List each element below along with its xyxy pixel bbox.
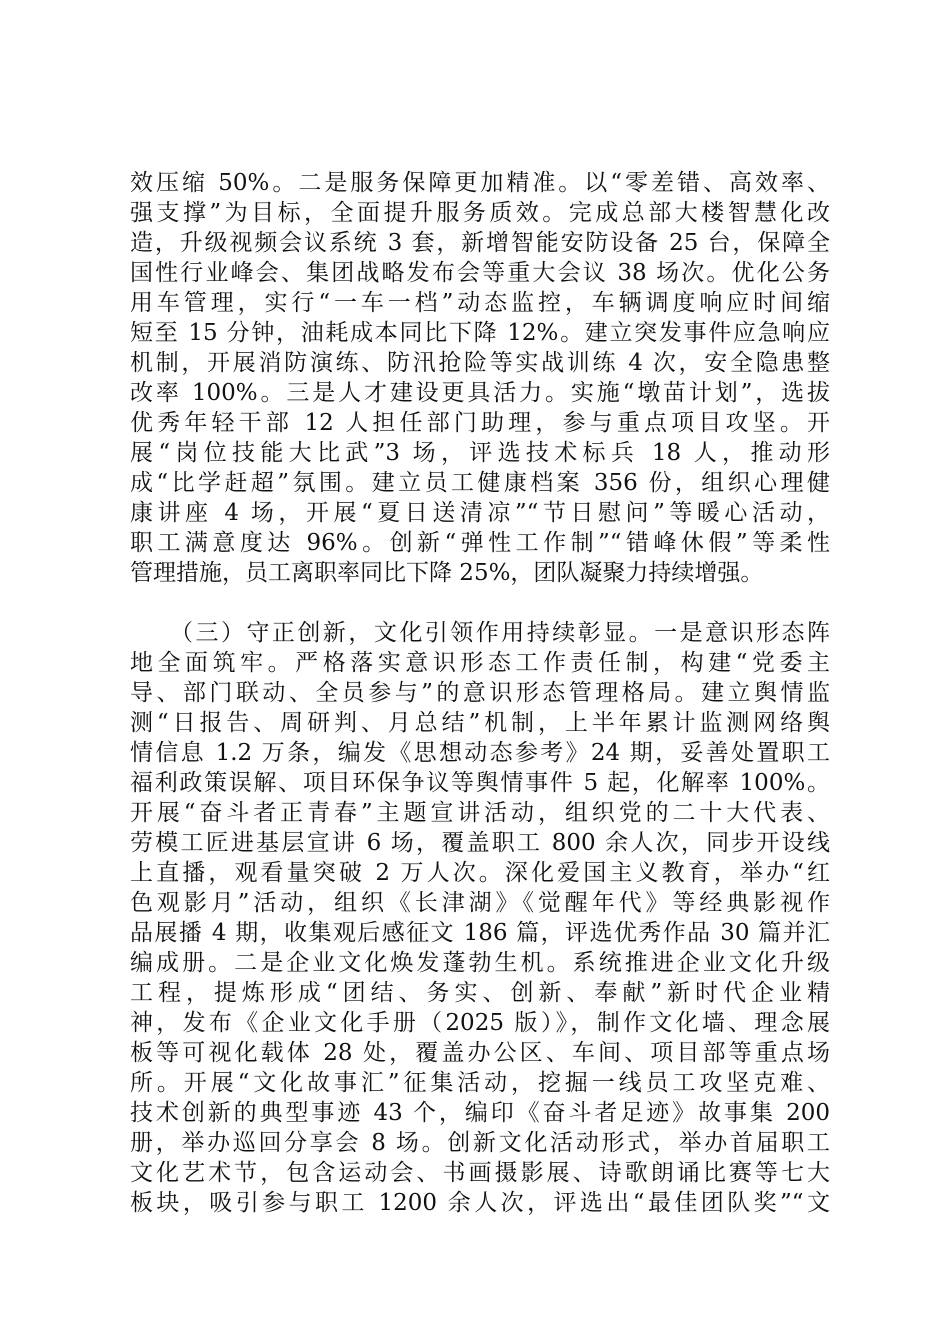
- text-line: 国性行业峰会、集团战略发布会等重大会议 38 场次。优化公务: [130, 260, 830, 286]
- text-line: 册，举办巡回分享会 8 场。创新文化活动形式，举办首届职工: [130, 1130, 830, 1156]
- text-line: 神，发布《企业文化手册（2025 版）》，制作文化墙、理念展: [130, 1010, 830, 1036]
- text-line: 导、部门联动、全员参与”的意识形态管理格局。建立舆情监: [130, 680, 830, 706]
- text-line: 测“日报告、周研判、月总结”机制，上半年累计监测网络舆: [130, 710, 830, 736]
- text-line: 展“岗位技能大比武”3 场，评选技术标兵 18 人，推动形: [130, 440, 830, 466]
- text-line: 劳模工匠进基层宣讲 6 场，覆盖职工 800 余人次，同步开设线: [130, 830, 830, 856]
- text-line: 机制，开展消防演练、防汛抢险等实战训练 4 次，安全隐患整: [130, 350, 830, 376]
- text-line: 编成册。二是企业文化焕发蓬勃生机。系统推进企业文化升级: [130, 950, 830, 976]
- text-line: 强支撑”为目标，全面提升服务质效。完成总部大楼智慧化改: [130, 200, 830, 226]
- text-line: 优秀年轻干部 12 人担任部门助理，参与重点项目攻坚。开: [130, 410, 830, 436]
- text-line: 工程，提炼形成“团结、务实、创新、奉献”新时代企业精: [130, 980, 830, 1006]
- text-line: 福利政策误解、项目环保争议等舆情事件 5 起，化解率 100%。: [130, 770, 830, 796]
- section-heading-line: （三）守正创新，文化引领作用持续彰显。一是意识形态阵: [170, 620, 830, 646]
- text-line: 管理措施，员工离职率同比下降 25%，团队凝聚力持续增强。: [130, 560, 764, 586]
- text-line: 色观影月”活动，组织《长津湖》《觉醒年代》等经典影视作: [130, 890, 830, 916]
- text-line: 情信息 1.2 万条，编发《思想动态参考》24 期，妥善处置职工: [130, 740, 830, 766]
- text-line: 效压缩 50%。二是服务保障更加精准。以“零差错、高效率、: [130, 170, 830, 196]
- text-line: 技术创新的典型事迹 43 个，编印《奋斗者足迹》故事集 200: [130, 1100, 830, 1126]
- text-line: 造，升级视频会议系统 3 套，新增智能安防设备 25 台，保障全: [130, 230, 830, 256]
- text-line: 所。开展“文化故事汇”征集活动，挖掘一线员工攻坚克难、: [130, 1070, 830, 1096]
- text-line: 用车管理，实行“一车一档”动态监控，车辆调度响应时间缩: [130, 290, 830, 316]
- text-line: 上直播，观看量突破 2 万人次。深化爱国主义教育，举办“红: [130, 860, 830, 886]
- text-line: 地全面筑牢。严格落实意识形态工作责任制，构建“党委主: [130, 650, 830, 676]
- text-line: 职工满意度达 96%。创新“弹性工作制”“错峰休假”等柔性: [130, 530, 830, 556]
- text-line: 板等可视化载体 28 处，覆盖办公区、车间、项目部等重点场: [130, 1040, 830, 1066]
- text-line: 短至 15 分钟，油耗成本同比下降 12%。建立突发事件应急响应: [130, 320, 830, 346]
- text-line: 改率 100%。三是人才建设更具活力。实施“墩苗计划”，选拔: [130, 380, 830, 406]
- text-line: 成“比学赶超”氛围。建立员工健康档案 356 份，组织心理健: [130, 470, 830, 496]
- text-line: 品展播 4 期，收集观后感征文 186 篇，评选优秀作品 30 篇并汇: [130, 920, 830, 946]
- text-line: 康讲座 4 场，开展“夏日送清凉”“节日慰问”等暖心活动，: [130, 500, 830, 526]
- text-line: 开展“奋斗者正青春”主题宣讲活动，组织党的二十大代表、: [130, 800, 830, 826]
- text-line: 板块，吸引参与职工 1200 余人次，评选出“最佳团队奖”“文: [130, 1190, 830, 1216]
- text-line: 文化艺术节，包含运动会、书画摄影展、诗歌朗诵比赛等七大: [130, 1160, 830, 1186]
